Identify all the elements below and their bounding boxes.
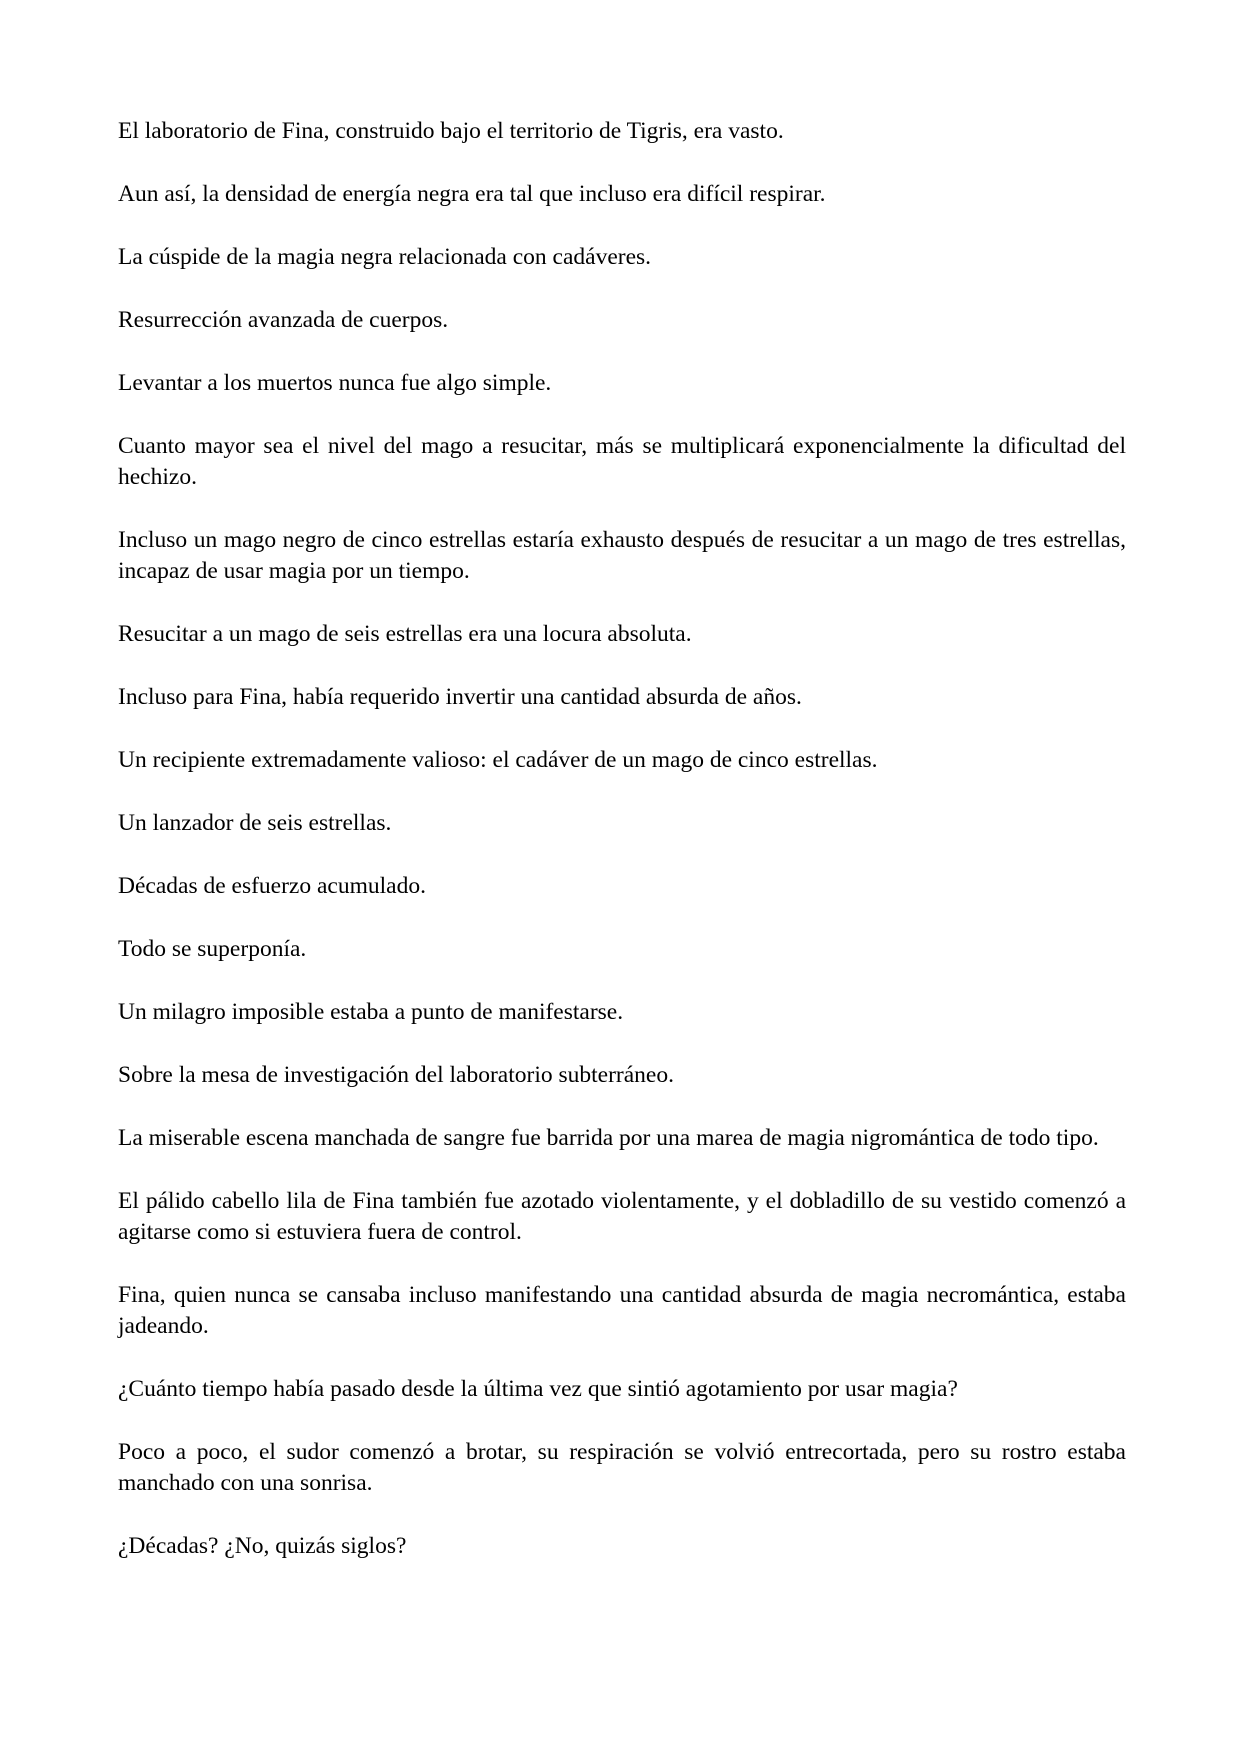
document-body — [118, 116, 1126, 1594]
paragraph: Todo se superponía. — [118, 936, 307, 962]
paragraph: Un recipiente extremadamente valioso: el cadáver de un mago de cinco estrellas. — [118, 747, 878, 773]
paragraph: Aun así, la densidad de energía negra era tal que incluso era difícil respirar. — [118, 181, 826, 207]
paragraph: El pálido cabello lila de Fina también fue azotado violentamente, y el dobladillo de su vestido comenzó a agitarse como si estuviera fuera de control. — [118, 1188, 1126, 1245]
paragraph: Décadas de esfuerzo acumulado. — [118, 873, 426, 899]
paragraph: Cuanto mayor sea el nivel del mago a resucitar, más se multiplicará exponencialmente la dificultad del hechizo. — [118, 433, 1126, 490]
paragraph: Sobre la mesa de investigación del laboratorio subterráneo. — [118, 1062, 674, 1088]
paragraph: Un lanzador de seis estrellas. — [118, 810, 392, 836]
paragraph: La miserable escena manchada de sangre fue barrida por una marea de magia nigromántica de todo tipo. — [118, 1125, 1099, 1151]
paragraph: La cúspide de la magia negra relacionada con cadáveres. — [118, 244, 652, 270]
paragraph: ¿Décadas? ¿No, quizás siglos? — [118, 1533, 407, 1559]
paragraph: Un milagro imposible estaba a punto de manifestarse. — [118, 999, 624, 1025]
paragraph: Poco a poco, el sudor comenzó a brotar, su respiración se volvió entrecortada, pero su rostro estaba manchado con una sonrisa. — [118, 1439, 1126, 1496]
paragraph: El laboratorio de Fina, construido bajo el territorio de Tigris, era vasto. — [118, 118, 784, 144]
paragraph: Resurrección avanzada de cuerpos. — [118, 307, 449, 333]
paragraph: ¿Cuánto tiempo había pasado desde la última vez que sintió agotamiento por usar magia? — [118, 1376, 958, 1402]
paragraph: Incluso un mago negro de cinco estrellas estaría exhausto después de resucitar a un mago de tres estrellas, incapaz de usar magia por un tiempo. — [118, 527, 1126, 584]
paragraph: Levantar a los muertos nunca fue algo simple. — [118, 370, 552, 396]
paragraph: Incluso para Fina, había requerido invertir una cantidad absurda de años. — [118, 684, 802, 710]
paragraph: Fina, quien nunca se cansaba incluso manifestando una cantidad absurda de magia necromántica, estaba jadeando. — [118, 1282, 1126, 1339]
paragraph: Resucitar a un mago de seis estrellas era una locura absoluta. — [118, 621, 692, 647]
